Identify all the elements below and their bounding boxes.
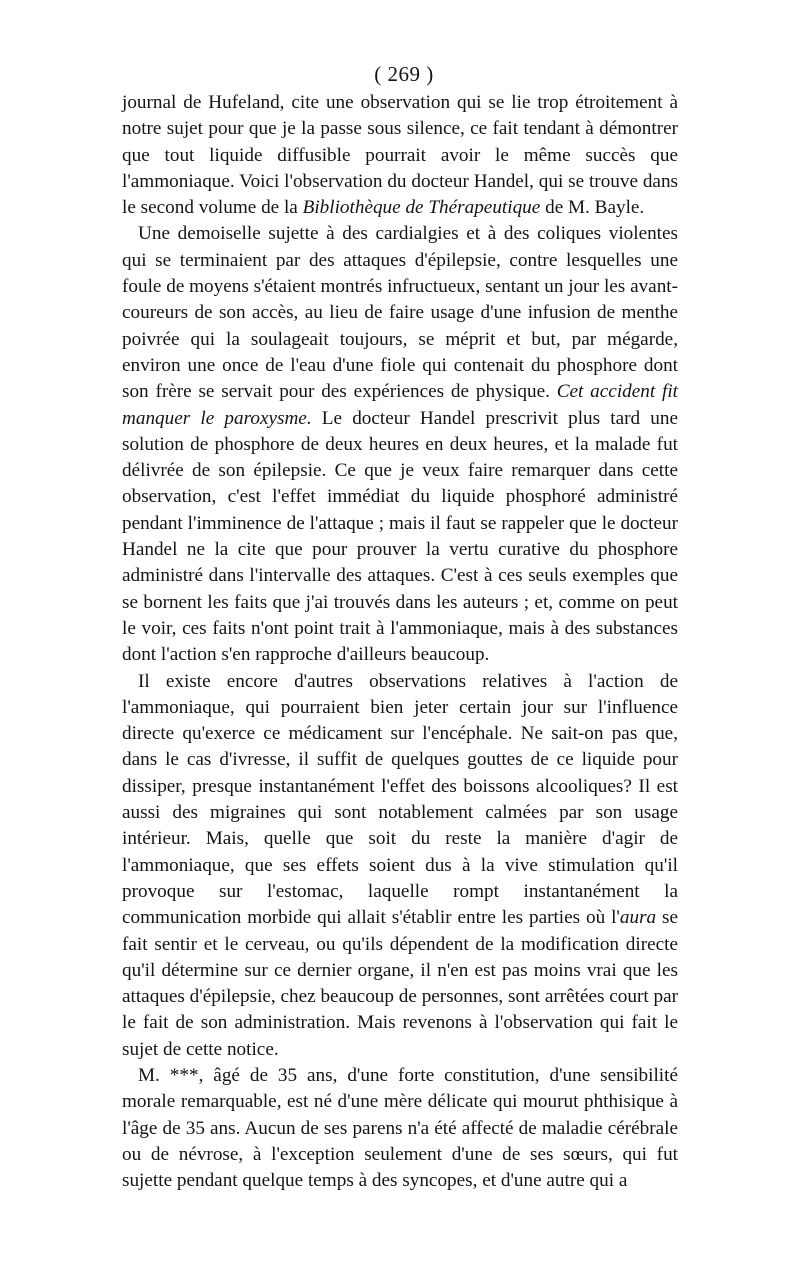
text-run: M. ***, âgé de 35 ans, d'une forte constitution, d'une sensibilité morale remarquable, est né d'une mère délicate qui mourut phthisique à l'âge de 35 ans. Aucun de ses parens n'a été affecté de maladie cérébrale ou de névrose, à l'exception seulement d'une de ses sœurs, qui fut sujette pendant quelque temps à des syncopes, et d'une autre qui a — [122, 1064, 678, 1192]
book-page — [122, 62, 678, 1194]
text-run: Il existe encore d'autres observations relatives à l'action de l'ammoniaque, qui pourraient bien jeter certain jour sur l'influence directe qu'exerce ce médicament sur l'encéphale. Ne sait-on pas que, dans le cas d'ivresse, il suffit de quelques gouttes de ce liquide pour dissiper, presque instantanément l'effet des boissons alcooliques? Il est aussi des migraines qui sont notablement calmées par son usage intérieur. Mais, quelle que soit du reste la manière d'agir de l'ammoniaque, que ses effets soient dus à la vive stimulation qu'il provoque sur l'estomac, laquelle rompt instantanément la communication morbide qui allait s'établir entre les parties où l' — [122, 670, 678, 929]
paragraph — [122, 221, 678, 668]
text-run: de M. Bayle. — [540, 197, 645, 219]
text-run: se fait sentir et le cerveau, ou qu'ils dépendent de la modification directe qu'il détermine sur ce dernier organe, il n'en est pas moins vrai que les attaques d'épilepsie, chez beaucoup de personnes, sont arrêtées court par le fait de son administration. Mais revenons à l'observation qui fait le sujet de cette notice. — [122, 907, 678, 1060]
italic-text: Bibliothèque de Thérapeutique — [302, 197, 541, 219]
text-run: Une demoiselle sujette à des cardialgies et à des coliques violentes qui se terminaient par des attaques d'épilepsie, contre lesquelles une foule de moyens s'étaient montrés infructueux, sentant un jour les avant-coureurs de son accès, au lieu de faire usage d'une infusion de menthe poivrée qui la soulageait toujours, se méprit et but, par mégarde, environ une once de l'eau d'une fiole qui contenait du phosphore dont son frère se servait pour des expériences de physique. — [122, 223, 679, 403]
italic-text: Cet accident fit manquer le paroxysme. — [122, 381, 678, 429]
paragraph — [122, 90, 678, 221]
text-run: Le docteur Handel prescrivit plus tard une solution de phosphore de deux heures en deux heures, et la malade fut délivrée de son épilepsie. Ce que je veux faire remarquer dans cette observation, c'est l'effet immédiat du liquide phosphoré administré pendant l'imminence de l'attaque ; mais il faut se rappeler que le docteur Handel ne la cite que pour prouver la vertu curative du phosphore administré dans l'intervalle des attaques. C'est à ces seuls exemples que se bornent les faits que j'ai trouvés dans les auteurs ; et, comme on peut le voir, ces faits n'ont point trait à l'ammoniaque, mais à des substances dont l'action s'en rapproche d'ailleurs beaucoup. — [122, 407, 678, 666]
paragraph — [122, 669, 678, 1063]
text-run: journal de Hufeland, cite une observation qui se lie trop étroitement à notre sujet pour que je la passe sous silence, ce fait tendant à démontrer que tout liquide diffusible pourrait avoir le même succès que l'ammoniaque. Voici l'observation du docteur Handel, qui se trouve dans le second volume de la — [122, 92, 678, 219]
paragraph — [122, 1063, 678, 1194]
page-number: ( 269 ) — [374, 62, 434, 86]
body-text — [122, 90, 678, 1194]
italic-text: aura — [619, 907, 657, 929]
